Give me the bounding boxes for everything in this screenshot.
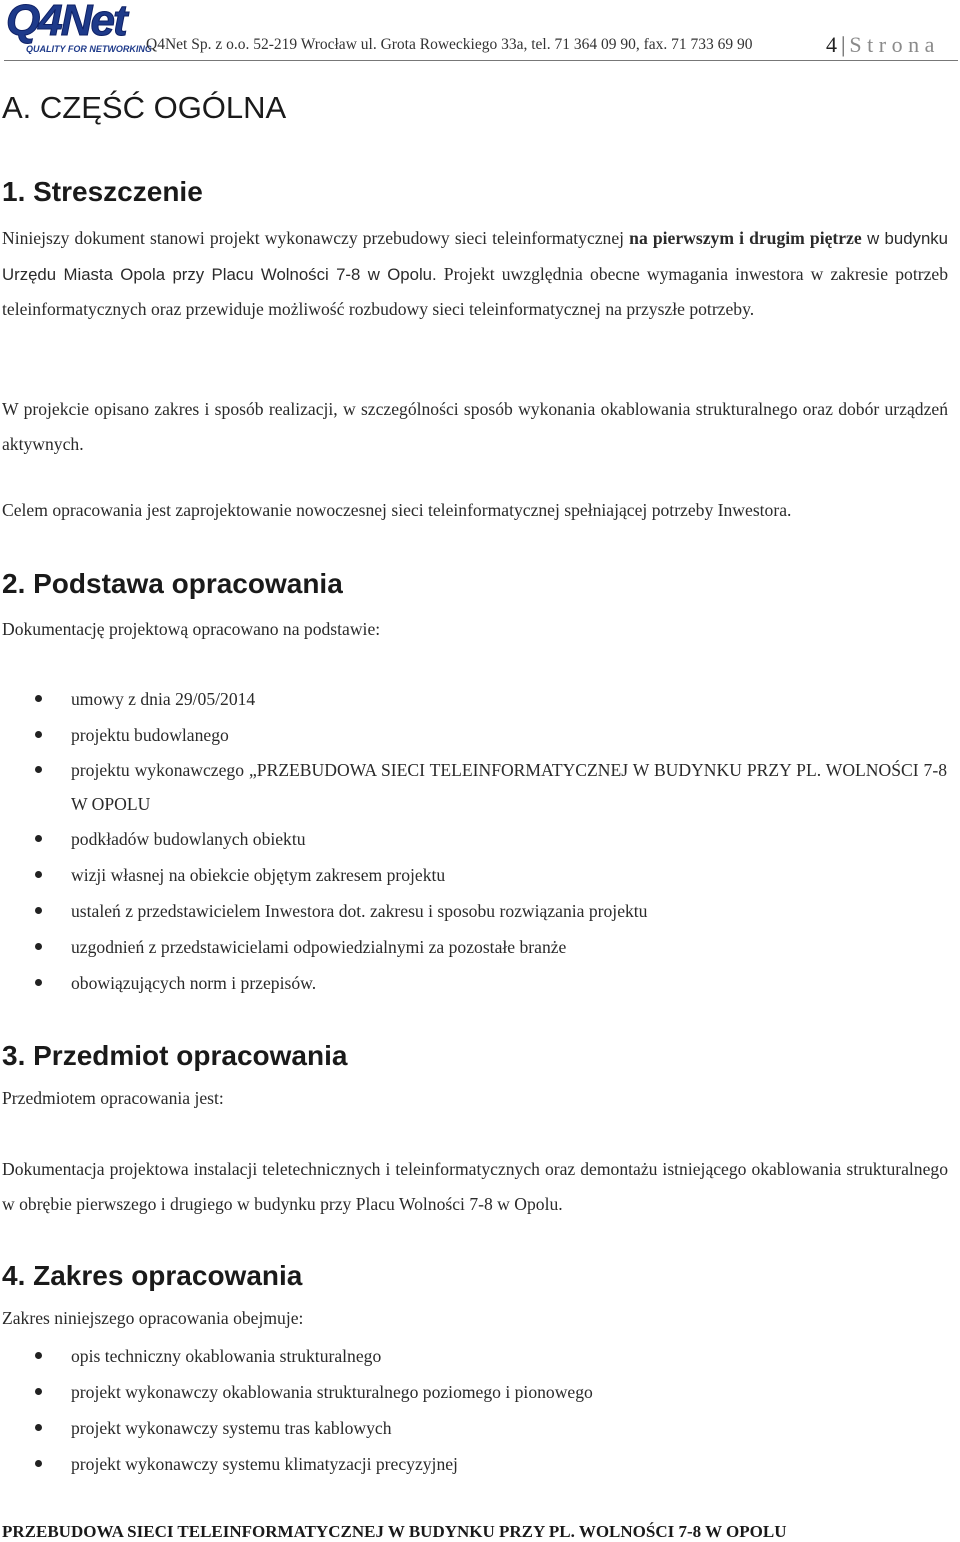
bullet-icon <box>35 1352 42 1359</box>
list-item: obowiązujących norm i przepisów. <box>0 965 960 1001</box>
section3-heading: 3. Przedmiot opracowania <box>2 1040 348 1071</box>
page-number-label <box>826 32 940 58</box>
company-logo <box>4 0 152 60</box>
list-item: projekt wykonawczy systemu klimatyzacji precyzyjnej <box>0 1446 960 1482</box>
section1-heading: 1. Streszczenie <box>2 176 203 207</box>
list-item: projekt wykonawczy systemu tras kablowych <box>0 1410 960 1446</box>
section1-paragraph-3: Celem opracowania jest zaprojektowanie nowoczesnej sieci teleinformatycznej spełniającej potrzeby Inwestora. <box>2 500 792 520</box>
bullet-icon <box>35 1424 42 1431</box>
section4-list <box>0 1338 960 1482</box>
list-item: umowy z dnia 29/05/2014 <box>0 681 960 717</box>
list-item: ustaleń z przedstawicielem Inwestora dot. zakresu i sposobu rozwiązania projektu <box>0 893 960 929</box>
bullet-icon <box>35 695 42 702</box>
logo-text: Q4Net <box>6 0 126 45</box>
bullet-icon <box>35 907 42 914</box>
section1-p1-text-d: Projekt uwzględnia obecne wymagania inwestora w zakresie potrzeb teleinformatycznych oraz przewiduje możliwość rozbudowy sieci teleinformatycznej na przyszłe potrzeby. <box>2 263 948 319</box>
section1-p1-bold: na pierwszym i drugim piętrze <box>629 228 862 248</box>
section1-p1-text-a: Niniejszy dokument stanowi projekt wykonawczy przebudowy sieci teleinformatycznej <box>2 228 630 248</box>
section1-p1-text-c: w budynku Urzędu Miasta Opola przy Placu Wolności 7-8 w Opolu. <box>2 229 949 284</box>
page-separator: | <box>841 32 846 57</box>
header-divider <box>4 60 958 61</box>
logo-tagline: QUALITY FOR NETWORKING <box>26 44 152 54</box>
list-item: uzgodnień z przedstawicielami odpowiedzialnymi za pozostałe branże <box>0 929 960 965</box>
bullet-icon <box>35 1388 42 1395</box>
list-item: opis techniczny okablowania strukturalnego <box>0 1338 960 1374</box>
company-info: Q4Net Sp. z o.o. 52-219 Wrocław ul. Grota Roweckiego 33a, tel. 71 364 09 90, fax. 71 733 69 90 <box>146 36 753 53</box>
section3-body: Dokumentacja projektowa instalacji teletechnicznych i teleinformatycznych oraz demontażu istniejącego okablowania strukturalnego w obrębie pierwszego i drugiego w budynku przy Placu Wolności 7-8 w Opolu. <box>2 1159 948 1214</box>
part-heading: A. CZĘŚĆ OGÓLNA <box>2 90 287 125</box>
bullet-icon <box>35 943 42 950</box>
list-item: projektu wykonawczego „PRZEBUDOWA SIECI TELEINFORMATYCZNEJ W BUDYNKU PRZY PL. WOLNOŚCI 7-8 W OPOLU <box>0 753 960 821</box>
list-item: wizji własnej na obiekcie objętym zakresem projektu <box>0 857 960 893</box>
section2-intro: Dokumentację projektową opracowano na podstawie: <box>2 619 381 639</box>
bullet-icon <box>35 766 42 773</box>
bullet-icon <box>35 979 42 986</box>
section2-heading: 2. Podstawa opracowania <box>2 568 343 599</box>
page-footer: PRZEBUDOWA SIECI TELEINFORMATYCZNEJ W BUDYNKU PRZY PL. WOLNOŚCI 7-8 W OPOLU <box>2 1522 787 1541</box>
page-header <box>0 0 960 64</box>
section1-paragraph-1 <box>2 221 948 327</box>
bullet-icon <box>35 1460 42 1467</box>
list-item: podkładów budowlanych obiektu <box>0 821 960 857</box>
section4-intro: Zakres niniejszego opracowania obejmuje: <box>2 1308 304 1328</box>
list-item: projekt wykonawczy okablowania strukturalnego poziomego i pionowego <box>0 1374 960 1410</box>
page-word: Strona <box>849 32 940 57</box>
bullet-icon <box>35 871 42 878</box>
list-item: projektu budowlanego <box>0 717 960 753</box>
section3-intro: Przedmiotem opracowania jest: <box>2 1088 224 1108</box>
bullet-icon <box>35 835 42 842</box>
page-number: 4 <box>826 32 837 57</box>
section2-list <box>0 681 960 1001</box>
bullet-icon <box>35 731 42 738</box>
section1-paragraph-2: W projekcie opisano zakres i sposób realizacji, w szczególności sposób wykonania okablowania strukturalnego oraz dobór urządzeń aktywnych. <box>2 399 948 454</box>
section4-heading: 4. Zakres opracowania <box>2 1260 303 1291</box>
